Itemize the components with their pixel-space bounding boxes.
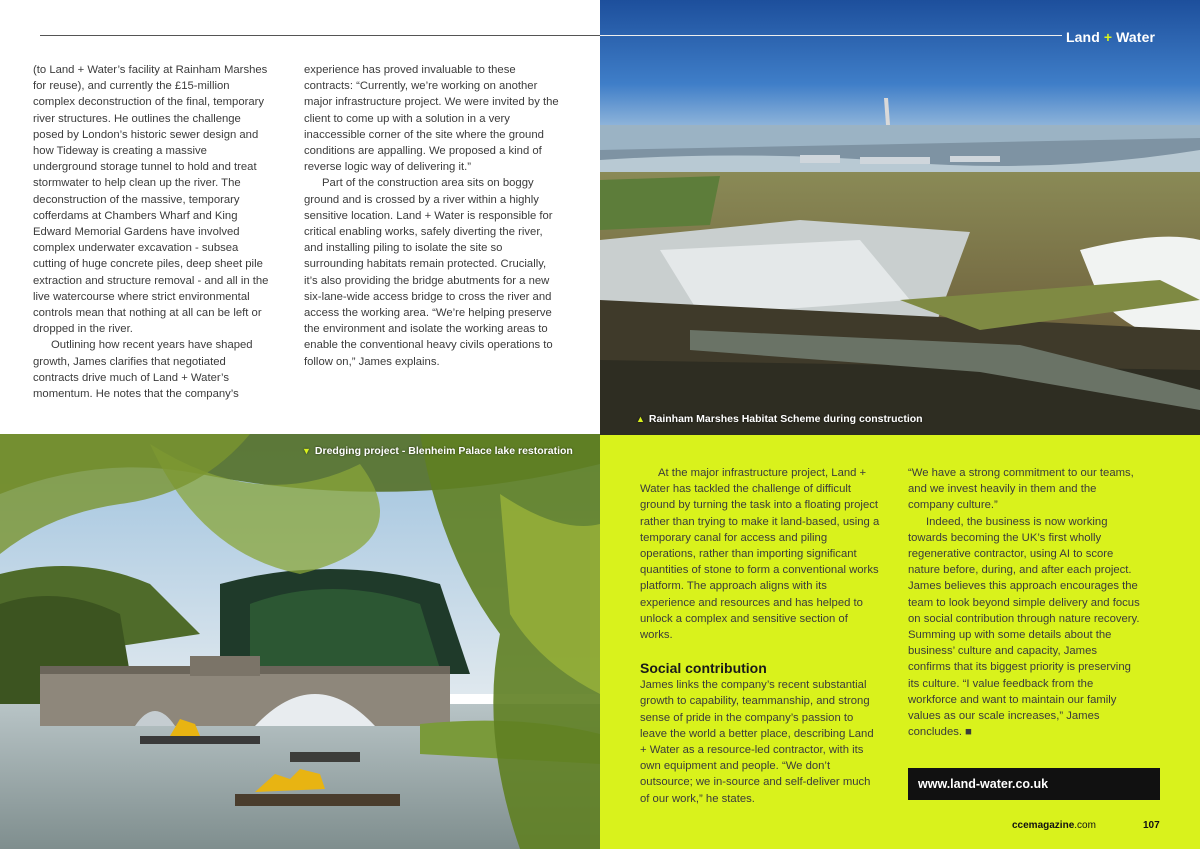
website-link[interactable]: www.land-water.co.uk: [908, 768, 1160, 800]
paragraph: “We have a strong commitment to our teams, and we invest heavily in them and the company culture.”: [908, 467, 1134, 512]
brand-logo: Land + Water: [1066, 29, 1156, 45]
page-number-right: 107: [1143, 820, 1160, 831]
triangle-icon: ▼: [302, 446, 311, 456]
paragraph: Indeed, the business is now working towards becoming the UK’s first wholly regenerative contractor, using AI to score nature before, during, and after each project. James believes this approach encourages the team to look beyond simple delivery and focus on social contribution through nature recovery. Summing up with some details about the business’ culture and capacity, James confirms that its biggest priority is preserving its culture. “I value feedback from the workforce and want to maintain our family values as our scale increases,” James concludes. ■: [908, 515, 1140, 739]
lake-photo: [0, 434, 600, 849]
paragraph: (to Land + Water’s facility at Rainham Marshes for reuse), and currently the £15-million complex deconstruction of the final, temporary river structures. He outlines the challenge posed by London’s historic sewer design and how Tideway is creating a massive underground storage tunnel to hold and treat stormwater to help clean up the river. The deconstruction of the massive, temporary cofferdams at Chambers Wharf and King Edward Memorial Gardens have involved complex underwater excavation - subsea cutting of huge concrete piles, deep sheet pile extraction and structure removal - and all in the live watercourse where strict environmental controls mean that nothing at all can be left or dropped in the river.: [33, 64, 269, 336]
left-column-2: [304, 62, 559, 370]
right-column-2: [908, 465, 1140, 740]
magazine-site[interactable]: ccemagazine.com: [1012, 820, 1096, 831]
aerial-photo: [600, 0, 1200, 435]
left-column-1: [33, 62, 273, 402]
paragraph: Part of the construction area sits on boggy ground and is crossed by a river within a highly sensitive location. Land + Water is responsible for critical enabling works, safely diverting the river, and installing piling to isolate the site so surrounding habitats remain protected. Crucially, it’s also providing the bridge abutments for a new six-lane-wide access bridge to cross the river and access the working area. “We’re helping preserve the environment and isolate the working areas to enable the conventional heavy civils operations to follow on,” James explains.: [304, 177, 553, 368]
paragraph: James links the company’s recent substantial growth to capability, teammanship, and strong sense of pride in the company’s passion to leave the world a better place, describing Land + Water as a resource-led contractor, with its own equipment and people. “We don’t outsource; we in-source and self-deliver much of our work,” he states.: [640, 679, 874, 805]
aerial-photo-caption: ▲ Rainham Marshes Habitat Scheme during construction: [636, 413, 923, 425]
right-column-1: [640, 465, 880, 807]
top-rule-over-photo: [600, 35, 1062, 36]
paragraph: experience has proved invaluable to these contracts: “Currently, we’re working on another major infrastructure project. We were invited by the client to come up with a solution in a very inaccessible corner of the site where the ground conditions are appalling. We proposed a kind of reverse logic way of delivering it.”: [304, 64, 559, 174]
lake-photo-caption: ▼ Dredging project - Blenheim Palace lake restoration: [302, 445, 573, 457]
section-heading: Social contribution: [640, 660, 767, 677]
triangle-icon: ▲: [636, 414, 645, 424]
paragraph: Outlining how recent years have shaped growth, James clarifies that negotiated contracts drive much of Land + Water’s momentum. He notes that the company’s: [33, 339, 253, 401]
paragraph: At the major infrastructure project, Land + Water has tackled the challenge of difficult ground by turning the task into a floating project rather than trying to make it land-based, using a temporary canal for access and piling operations, rather than importing significant quantities of stone to form a conventional works platform. The approach aligns with its experience and resources and has helped to unlock a complex and sensitive section of works.: [640, 467, 880, 642]
